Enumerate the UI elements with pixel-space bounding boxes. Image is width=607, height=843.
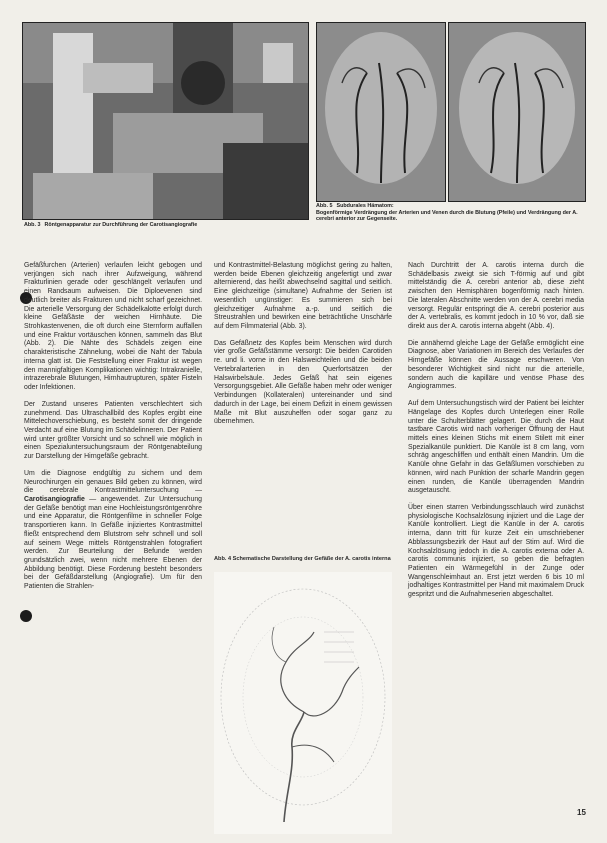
text-column-3: [408, 262, 584, 608]
figure4-label: Abb. 4: [214, 556, 232, 562]
angiogram-right-image: [449, 23, 585, 201]
column2-paragraph-2: Das Gefäßnetz des Kopfes beim Menschen wird durch vier große Gefäßstämme versorgt: Die beiden Carotiden re. und li. vorne in den Halsweichteilen und die beiden Vertebralarterien in den Querfortsätzen der Halswirbelsäule. Jedes Gefäß hat sein eigenes Versorgungsgebiet. Alle Gefäße haben mehr oder weniger Verbindungen (Kollateralen) untereinander und sind dadurch in der Lage, bei einem Defizit in einem gewissen Maße mit Blut auszuhelfen oder sogar ganz zu übernehmen.: [214, 339, 392, 426]
text-column-2: [214, 262, 392, 435]
page-number: 15: [577, 808, 586, 817]
figure5-caption-text: Bogenförmige Verdrängung der Arterien und Venen durch die Blutung (Pfeile) und Verdrängung der A. cerebri anterior zur Gegenseite.: [316, 209, 578, 223]
angiogram-left-image: [317, 23, 445, 201]
text-column-1: [24, 262, 202, 600]
column1-paragraph-3: [24, 470, 202, 592]
column2-paragraph-1: und Kontrastmittel-Belastung möglichst gering zu halten, werden beide Ebenen gleichzeitig angefertigt und zwar alternierend, das heißt abwechselnd sagittal und seitlich. Eine gleichzeitige (simultane) Aufnahme der Serien ist wesentlich ungünstiger: Es summieren sich bei gleichzeitiger Aufnahme a.-p. und seitlich die Streustrahlen und bewirken eine beträchtliche Unschärfe auf dem Filmmaterial (Abb. 3).: [214, 262, 392, 331]
x-ray-apparatus-illustration: [23, 23, 308, 219]
column1-paragraph-1: Gefäßfurchen (Arterien) verlaufen leicht gebogen und verjüngen sich nach ihrer Aufzweigung, während Frakturlinien gerade oder geschlängelt verlaufen und einen Randsaum aufweisen. Die Diploevenen sind deutlich breiter als Frakturen und nicht scharf gezeichnet. Die arterielle Versorgung der Schädelkalotte erfolgt durch kleine Gefäßäste der weichen Hirnhäute. Die Strohkastenvenen, die oft durch eine Sternform auffallen und eine Fraktur vortäuschen können, sammeln das Blut (Abb. 2). Die Nähte des Schädels zeigen eine charakteristische Zähnelung, wobei die Naht der Tabula interna glatt ist. Die Feststellung einer Fraktur ist wegen den mannigfaltigen Komplikationen wichtig: Intrakranielle, intrazerebrale Blutungen, Hirnhautrupturen, später Fisteln oder Infektionen.: [24, 262, 202, 392]
column1-paragraph-2: Der Zustand unseres Patienten verschlechtert sich zunehmend. Das Ultraschallbild des Kopfes ergibt eine Mittelechoverschiebung, es besteht somit der dringende Verdacht auf eine Blutung im Schädelinneren. Der Patient wird unter größter Vorsicht und so schnell wie möglich in einen Spezialuntersuchungsraum der Röntgenabteilung zur Darstellung der Hirngefäße gebracht.: [24, 400, 202, 461]
column3-paragraph-4: Über einen starren Verbindungsschlauch wird zunächst physiologische Kochsalzlösung injiziert und die Lage der Kanüle kontrolliert. Liegt die Kanüle in der A. carotis interna, dann tritt für kurze Zeit ein umschriebener Abblassungsbezirk der Haut auf der Stirn auf. Wird die Kochsalzlösung jedoch in die A. carotis externa oder A. carotis communis injiziert, so geben die befragten Patienten ein Wärmegefühl in der Zunge oder Wangenschleimhaut an. Erst jetzt werden 6 bis 10 ml jodhaltiges Kontrastmittel per Hand mit maximalem Druck gespritzt und die Aufnahmeserien abgeschaltet.: [408, 503, 584, 599]
carotisangiografie-term: Carotisangiografie: [24, 495, 85, 503]
figure5-label: Abb. 5: [316, 203, 333, 209]
figure4-caption-text: Schematische Darstellung der Gefäße der A. carotis interna: [232, 556, 391, 562]
binder-hole-bottom: [20, 610, 32, 622]
column3-paragraph-2: Die annähernd gleiche Lage der Gefäße ermöglicht eine Diagnose, aber Variationen im Bereich des Verlaufes der Hirngefäße können die Aussage erschweren. Von besonderer Wichtigkeit sind nicht nur die arterielle, sondern auch die kapilläre und venöse Phase des Angiogrammes.: [408, 339, 584, 391]
figure5-caption: [316, 203, 588, 223]
figure5-angiogram-left: [316, 22, 446, 202]
figure3-label: Abb. 3: [24, 222, 41, 228]
figure3-caption-text: Röntgenapparatur zur Durchführung der Carotisangiografie: [44, 222, 198, 228]
figure4-caption: [214, 556, 392, 563]
figure3-caption: [24, 222, 314, 229]
carotis-vessel-schematic: [214, 572, 392, 834]
figure5-title: Subdurales Hämatom:: [336, 203, 394, 209]
column3-paragraph-3: Auf dem Untersuchungstisch wird der Patient bei leichter Hängelage des Kopfes durch Unterlegen einer Rolle unter die Schulterblätter gelagert. Die durch die Haut tastbare Carotis wird nach vorheriger Öffnung der Haut mittels eines kleinen Stichs mit einem Stilett mit einer Spezialkanüle punktiert. Die Kanüle ist 8 cm lang, vorn schräg angeschliffen und enthält einen Mandrin. Um die Kanüle ohne Gefahr in das Gefäßlumen vorschieben zu können, wird nach Punktion der scharfe Mandrin gegen einen runden, die Kanüle überragenden Mandrin ausgetauscht.: [408, 400, 584, 495]
column3-paragraph-1: Nach Durchtritt der A. carotis interna durch die Schädelbasis zweigt sie sich T-förmig auf und gibt mittelständig die A. cerebri anterior ab, diese zieht zwischen den Hemisphären bogenförmig nach hinten. Die lateralen Abschnitte werden von der A. cerebri media versorgt. Regulär entspringt die A. cerebri posterior aus der A. vertebralis, es kommt jedoch in 10 % vor, daß sie direkt aus der A. carotis interna abgeht (Abb. 4).: [408, 262, 584, 331]
column1-paragraph-3c: — angewendet. Zur Untersuchung der Gefäße benötigt man eine Hochleistungsröntgenröhre und eine Apparatur, die Röntgenfilme in schneller Folge transportieren kann. In Gefäße injiziertes Kontrastmittel fließt entsprechend dem Blutstrom sehr schnell und soll auf seinem Wege mittels Röntgenstrahlen fotografiert werden. Zur Beurteilung der Befunde werden grundsätzlich zwei, wenn nicht mehrere Ebenen der Abbildung benötigt. Diese Forderung besteht besonders bei der Gefäßdarstellung (Angiografie). Um für den Patienten die Strahlen-: [24, 495, 202, 591]
figure3-photo: [22, 22, 309, 220]
column1-paragraph-3a: Um die Diagnose endgültig zu sichern und dem Neurochirurgen ein genaues Bild geben zu können, wird die cerebrale Kontrastmitteluntersuchung —: [24, 469, 202, 495]
figure4-schematic: [214, 572, 392, 834]
figure5-angiogram-right: [448, 22, 586, 202]
